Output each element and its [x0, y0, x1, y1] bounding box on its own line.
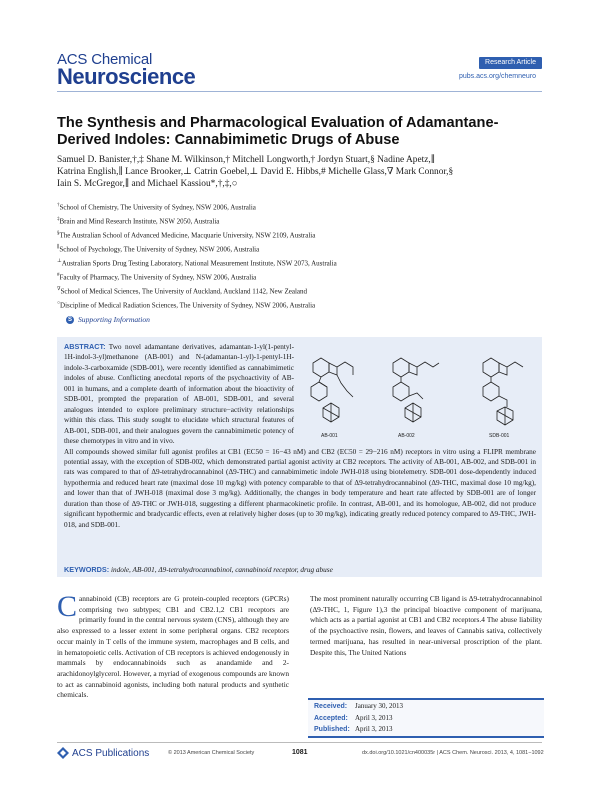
acs-logo-icon	[57, 747, 69, 759]
affiliation-text: Faculty of Pharmacy, The University of Sydney, NSW 2006, Australia	[59, 273, 257, 282]
affiliation-text: Discipline of Medical Radiation Sciences, The University of Sydney, NSW 2006, Australia	[60, 301, 316, 310]
affiliation-item	[57, 228, 542, 242]
affiliation-mark: #	[57, 273, 60, 279]
published-label: Published:	[314, 726, 350, 734]
info-icon: S	[67, 316, 72, 323]
affiliation-item	[57, 200, 542, 214]
affiliation-mark: ⊥	[57, 259, 62, 265]
accepted-label: Accepted:	[314, 714, 348, 722]
journal-url-link[interactable]: pubs.acs.org/chemneuro	[459, 73, 537, 80]
footer-divider	[57, 742, 542, 743]
article-history	[314, 701, 403, 736]
author-list	[57, 154, 542, 191]
structure-ab002	[393, 358, 439, 422]
affiliation-text: School of Psychology, The University of Sydney, NSW 2006, Australia	[59, 245, 260, 254]
affiliation-item	[57, 298, 542, 312]
affiliation-text: School of Chemistry, The University of Sydney, NSW 2006, Australia	[59, 203, 256, 212]
doi-citation-link[interactable]: dx.doi.org/10.1021/cn400035r | ACS Chem. Neurosci. 2013, 4, 1081−1092	[362, 750, 544, 756]
author-line: Iain S. McGregor,∥ and Michael Kassiou*,†,‡,○	[57, 179, 238, 190]
author-line: Katrina English,∥ Lance Brooker,⊥ Catrin Goebel,⊥ David E. Hibbs,# Michelle Glass,∇ Mark Connor,§	[57, 167, 454, 178]
abstract-part1: Two novel adamantane derivatives, adamantan-1-yl(1-pentyl-1H-indol-3-yl)methanone (AB-001) and N-(adamantan-1-yl)-1-pentyl-1H-indole-3-carboxamide (SDB-001), were recently identified as cannabimimetic indoles of abuse. Conflicting anecdotal reports of the psychoactivity of AB-001 in humans, and a complete dearth of information about the bioactivity of SDB-001, prompted the preparation of AB-001, SDB-001, and several analogues intended to explore preliminary structure−activity relationships within this class. This study sought to elucidate which structural features of AB-001, SDB-001, and their analogues govern the cannabimimetic potency of these chemotypes in vitro and in vivo.	[64, 343, 294, 446]
journal-name-line1: ACS Chemical	[57, 51, 153, 68]
compound-label-ab002: AB-002	[398, 433, 415, 439]
structure-ab001	[311, 358, 353, 422]
affiliation-mark: ○	[57, 301, 61, 307]
research-article-badge: Research Article	[479, 57, 542, 69]
affiliation-mark: †	[57, 203, 60, 208]
affiliation-mark: ∇	[57, 287, 61, 293]
affiliation-mark: ‡	[57, 217, 60, 223]
affiliation-text: The Australian School of Advanced Medicine, Macquarie University, NSW 2109, Australia	[59, 231, 316, 240]
affiliation-item	[57, 214, 542, 228]
compound-label-sdb001: SDB-001	[489, 433, 510, 439]
abstract-part2: All compounds showed similar full agonist profiles at CB1 (EC50 = 16−43 nM) and CB2 (EC50 = 29−216 nM) receptors in vitro using a FLIPR membrane potential assay, with the exception of SDB-002, which demonstrated partial agonist activity at CB2 receptors. The activity of AB-001, AB-002, and SDB-001 in rats was compared to that of Δ9-tetrahydrocannabinol (Δ9-THC) and cannabimimetic indole JWH-018 using biotelemetry. SDB-001 dose-dependently induced hypothermia and reduced heart rate (maximal dose 10 mg/kg) with potency comparable to that of Δ9-tetrahydrocannabinol (Δ9-THC, maximal dose 10 mg/kg), and lower than that of JWH-018 (maximal dose 3 mg/kg). Additionally, the changes in body temperature and heart rate affected by SDB-001 are of longer duration than those of Δ9-THC or JWH-018, suggesting a different pharmacokinetic profile. In contrast, AB-001, and its homologue, AB-002, did not produce significant hypothermic and bradycardic effects, even at relatively higher doses (up to 30 mg/kg), indicating greatly reduced potency compared to Δ9-THC, JWH-018, and SDB-001.	[64, 447, 536, 529]
header-divider	[57, 91, 542, 92]
published-date: April 3, 2013	[355, 725, 393, 734]
received-date: January 30, 2013	[355, 702, 404, 710]
acs-publications-logo	[57, 747, 149, 759]
article-title: The Synthesis and Pharmacological Evaluation of Adamantane-Derived Indoles: Cannabimimetic Drugs of Abuse	[57, 115, 499, 148]
history-published	[314, 724, 403, 736]
abstract-narrow-block	[64, 342, 294, 447]
affiliation-item	[57, 256, 542, 270]
body-column-right: The most prominent naturally occurring CB ligand is Δ9-tetrahydrocannabinol (Δ9-THC, 1, Figure 1),3 the principal bioactive component of marijuana, which acts as a partial agonist at CB1 and CB2 receptors.4 The abuse liability of the psychoactive resin, flowers, and leaves of Cannabis sativa, collectively termed marijuana, has resulted in near-universal proscription of the plant. Despite this, The United Nations	[310, 594, 542, 657]
affiliation-text: School of Medical Sciences, The University of Auckland, Auckland 1142, New Zealand	[60, 287, 307, 296]
affiliation-text: Brain and Mind Research Institute, NSW 2050, Australia	[59, 217, 220, 226]
body-column-left	[57, 590, 289, 701]
toc-graphic	[293, 353, 536, 473]
drop-cap: C	[57, 590, 78, 623]
affiliation-mark: §	[57, 231, 60, 237]
keywords-label: KEYWORDS:	[64, 565, 110, 574]
structure-sdb001	[483, 358, 523, 425]
supporting-information-label: Supporting Information	[78, 315, 150, 324]
affiliation-text: Australian Sports Drug Testing Laboratory, National Measurement Institute, NSW 2073, Australia	[61, 259, 337, 268]
compound-label-ab001: AB-001	[321, 433, 338, 439]
body-left-text: annabinoid (CB) receptors are G protein-coupled receptors (GPCRs) comprising two subtypes; CB1 and CB2.1,2 CB1 receptors are primarily found in the central nervous system (CNS), although they are also expressed to a lesser extent in some peripheral organs. CB2 receptors occur mainly in T cells of the immune system, macrophages and B cells, and in hematopoietic cells. Activation of CB receptors is achieved endogenously in mammals by endocannabinoids such as anandamide and 2-arachidonoylglycerol. However, a myriad of exogenous compounds are known to act as cannabinoid agonists, including both natural products and synthetic chemicals.	[57, 594, 289, 700]
affiliation-mark: ∥	[57, 245, 60, 251]
page-number: 1081	[292, 749, 308, 756]
copyright-notice: © 2013 American Chemical Society	[168, 750, 255, 756]
supporting-information-link[interactable]	[66, 315, 150, 324]
keywords-text: indole, AB-001, Δ9-tetrahydrocannabinol, cannabinoid receptor, drug abuse	[110, 566, 333, 574]
affiliation-item	[57, 284, 542, 298]
abstract-label: ABSTRACT:	[64, 342, 106, 351]
affiliation-list	[57, 200, 542, 312]
history-received	[314, 701, 403, 713]
affiliation-item	[57, 242, 542, 256]
journal-name-line2: Neuroscience	[57, 64, 196, 89]
affiliation-item	[57, 270, 542, 284]
history-accepted	[314, 713, 403, 725]
accepted-date: April 3, 2013	[355, 713, 393, 722]
author-line: Samuel D. Banister,†,‡ Shane M. Wilkinson,† Mitchell Longworth,† Jordyn Stuart,§ Nadine Apetz,∥	[57, 155, 436, 165]
keywords-line	[64, 565, 536, 574]
acs-publications-text: ACS Publications	[72, 747, 150, 759]
received-label: Received:	[314, 703, 348, 710]
